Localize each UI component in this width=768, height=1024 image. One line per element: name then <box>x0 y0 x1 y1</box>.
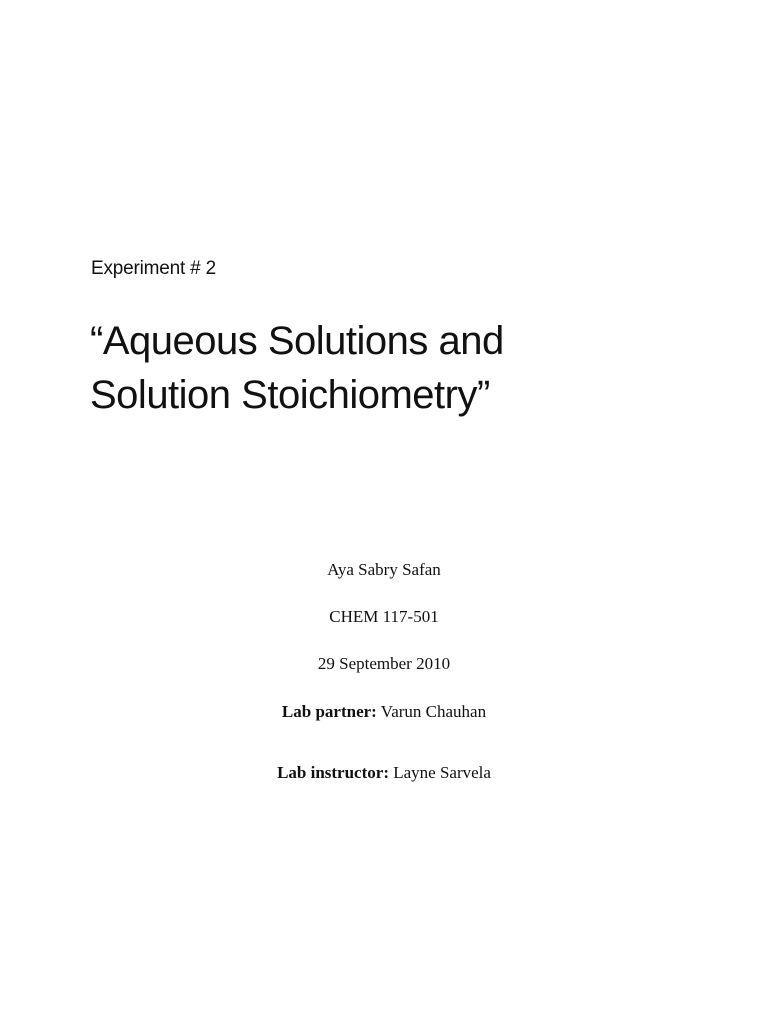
lab-instructor-label: Lab instructor: <box>277 763 389 782</box>
report-title <box>90 314 730 422</box>
lab-partner-line <box>0 702 768 722</box>
lab-instructor-name: Layne Sarvela <box>393 763 491 782</box>
experiment-number: Experiment # 2 <box>91 258 216 279</box>
report-title-line-1: “Aqueous Solutions and <box>90 319 504 363</box>
lab-instructor-line <box>0 763 768 783</box>
author-name: Aya Sabry Safan <box>327 560 441 579</box>
report-date: 29 September 2010 <box>317 654 451 673</box>
report-title-line-2: Solution Stoichiometry” <box>90 373 490 417</box>
lab-partner-name: Varun Chauhan <box>380 702 487 721</box>
course-code: CHEM 117-501 <box>329 607 439 626</box>
lab-partner-label: Lab partner: <box>281 702 377 721</box>
